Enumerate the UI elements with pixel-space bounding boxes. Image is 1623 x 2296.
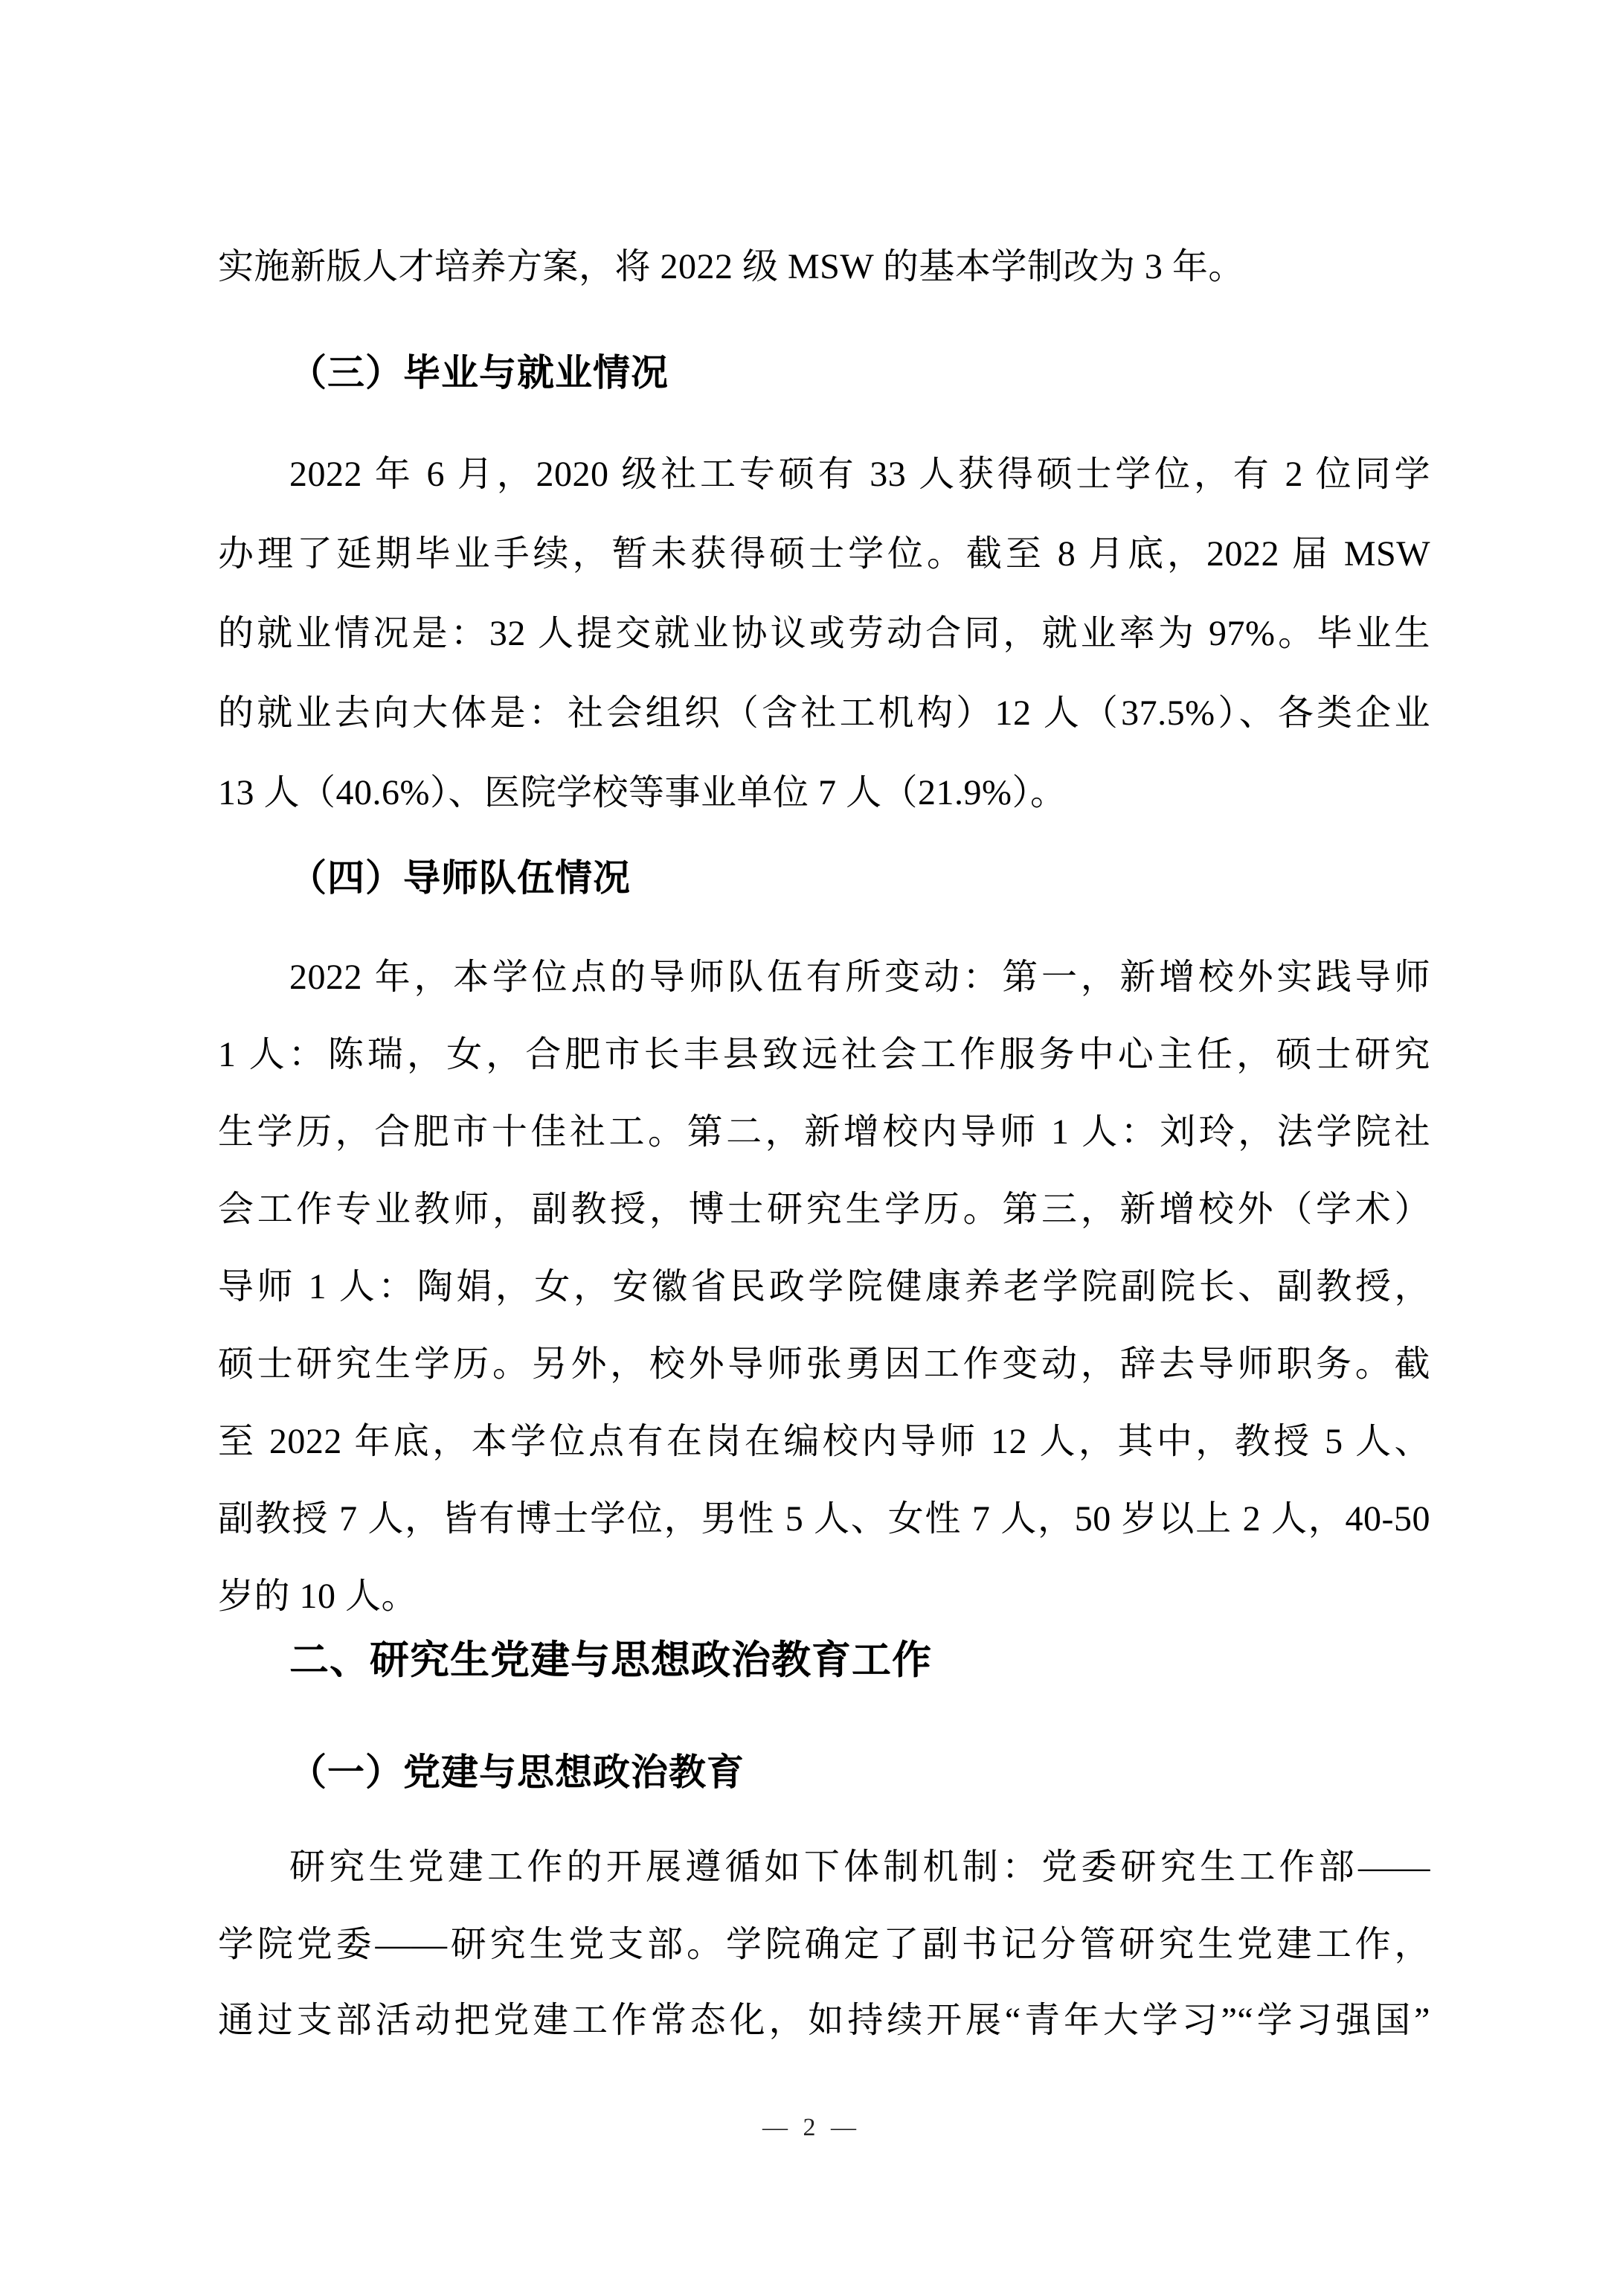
body-line: 硕士研究生学历。另外，校外导师张勇因工作变动，辞去导师职务。截 <box>218 1344 1430 1384</box>
body-line: 学院党委——研究生党支部。学院确定了副书记分管研究生党建工作， <box>218 1925 1430 1964</box>
body-line: 通过支部活动把党建工作常态化，如持续开展“青年大学习”“学习强国” <box>218 2001 1430 2040</box>
body-line: 至 2022 年底，本学位点有在岗在编校内导师 12 人，其中，教授 5 人、 <box>218 1422 1430 1461</box>
section-heading-4: （四）导师队伍情况 <box>289 857 631 899</box>
body-line-paragraph-end: 岁的 10 人。 <box>218 1577 418 1616</box>
body-line: 导师 1 人：陶娟，女，安徽省民政学院健康养老学院副院长、副教授， <box>218 1267 1430 1306</box>
section-heading-3: （三）毕业与就业情况 <box>289 352 669 394</box>
body-line: 研究生党建工作的开展遵循如下体制机制：党委研究生工作部—— <box>289 1847 1430 1887</box>
body-line: 2022 年 6 月，2020 级社工专硕有 33 人获得硕士学位，有 2 位同学 <box>289 455 1430 494</box>
body-line: 1 人：陈瑞，女，合肥市长丰县致远社会工作服务中心主任，硕士研究 <box>218 1035 1430 1074</box>
page-number: — 2 — <box>762 2114 861 2141</box>
body-line: 生学历，合肥市十佳社工。第二，新增校内导师 1 人：刘玲，法学院社 <box>218 1112 1430 1152</box>
body-line: 副教授 7 人，皆有博士学位，男性 5 人、女性 7 人，50 岁以上 2 人，40-50 <box>218 1499 1430 1539</box>
body-line: 的就业去向大体是：社会组织（含社工机构）12 人（37.5%）、各类企业 <box>218 693 1430 733</box>
chapter-heading-2: 二、研究生党建与思想政治教育工作 <box>289 1638 932 1682</box>
body-line: 2022 年，本学位点的导师队伍有所变动：第一，新增校外实践导师 <box>289 958 1430 997</box>
body-line-paragraph-end: 实施新版人才培养方案，将 2022 级 MSW 的基本学制改为 3 年。 <box>218 247 1244 286</box>
body-line: 的就业情况是：32 人提交就业协议或劳动合同，就业率为 97%。毕业生 <box>218 614 1430 653</box>
body-line: 办理了延期毕业手续，暂未获得硕士学位。截至 8 月底，2022 届 MSW <box>218 534 1430 574</box>
body-line-paragraph-end: 13 人（40.6%）、医院学校等事业单位 7 人（21.9%）。 <box>218 773 1067 812</box>
section-heading-1: （一）党建与思想政治教育 <box>289 1751 745 1793</box>
body-line: 会工作专业教师，副教授，博士研究生学历。第三，新增校外（学术） <box>218 1190 1430 1229</box>
